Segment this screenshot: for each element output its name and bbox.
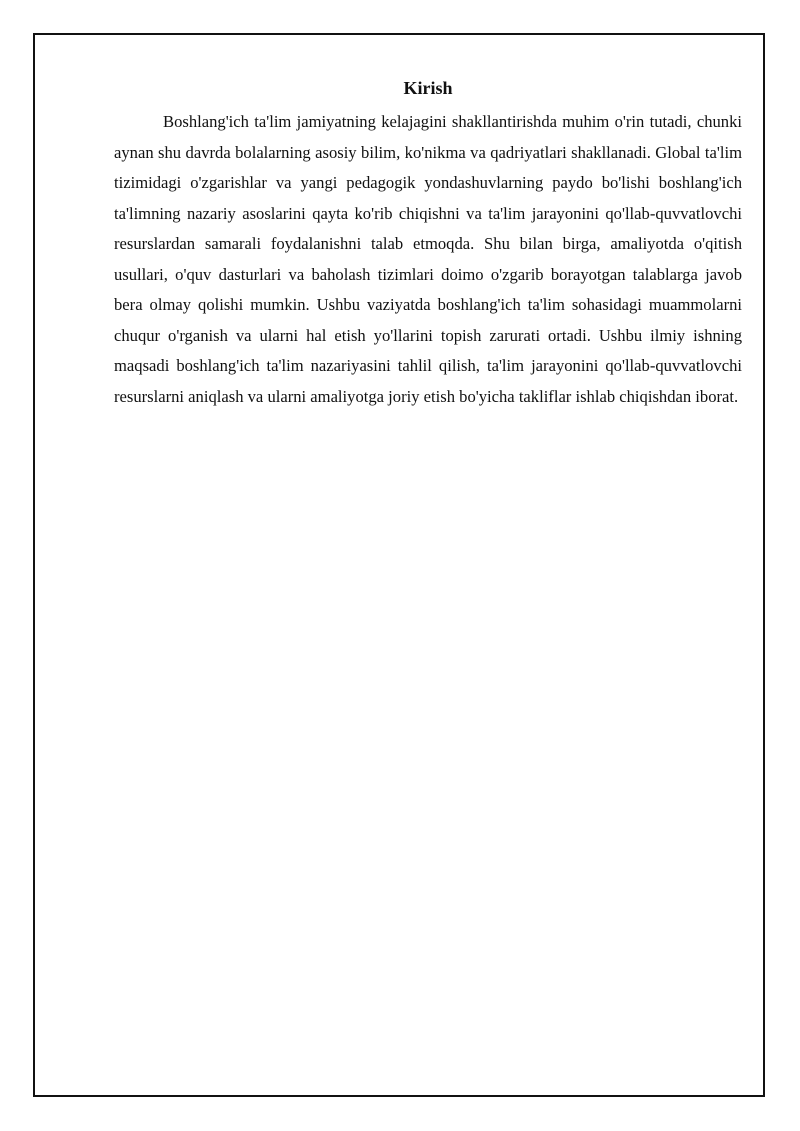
document-title: Kirish: [403, 78, 453, 98]
intro-paragraph: Boshlang'ich ta'lim jamiyatning kelajagini shakllantirishda muhim o'rin tutadi, chunki aynan shu davrda bolalarning asosiy bilim, ko'nikma va qadriyatlari shakllanadi. Global ta'lim tizimidagi o'zgarishlar va yangi pedagogik yondashuvlarning paydo bo'lishi boshlang'ich ta'limning nazariy asoslarini qayta ko'rib chiqishni va ta'lim jarayonini qo'llab-quvvatlovchi resurslardan samarali foydalanishni talab etmoqda. Shu bilan birga, amaliyotda o'qitish usullari, o'quv dasturlari va baholash tizimlari doimo o'zgarib borayotgan talablarga javob bera olmay qolishi mumkin. Ushbu vaziyatda boshlang'ich ta'lim sohasidagi muammolarni chuqur o'rganish va ularni hal etish yo'llarini topish zarurati ortadi. Ushbu ilmiy ishning maqsadi boshlang'ich ta'lim nazariyasini tahlil qilish, ta'lim jarayonini qo'llab-quvvatlovchi resurslarni aniqlash va ularni amaliyotga joriy etish bo'yicha takliflar ishlab chiqishdan iborat.: [114, 112, 742, 406]
document-body: [114, 75, 742, 412]
